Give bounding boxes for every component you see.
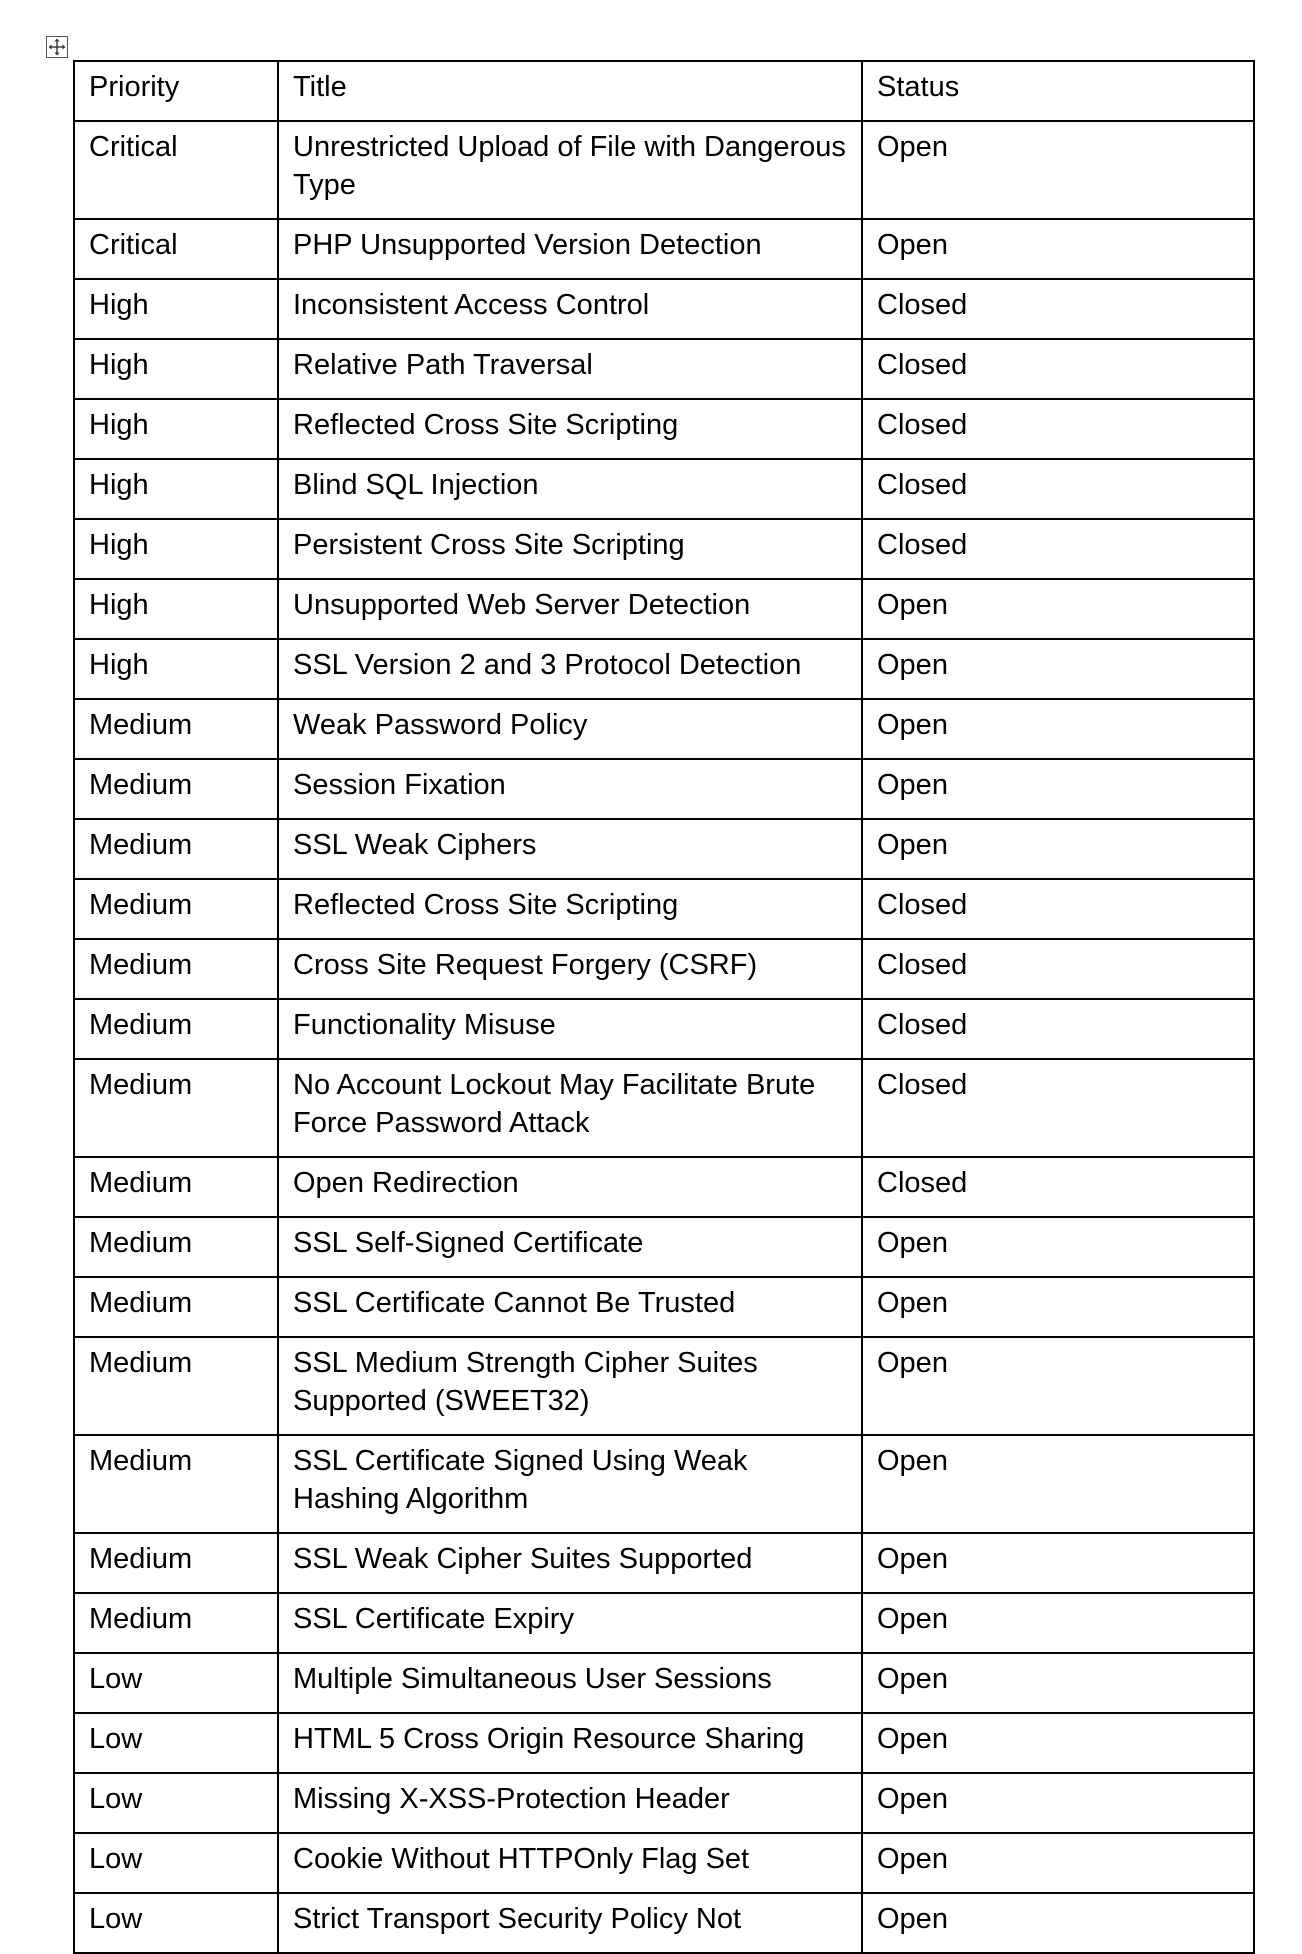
cell-title[interactable]: Relative Path Traversal	[278, 339, 862, 399]
table-row	[74, 579, 1254, 639]
cell-title[interactable]: SSL Weak Ciphers	[278, 819, 862, 879]
cell-status[interactable]: Open	[862, 1337, 1254, 1435]
cell-priority[interactable]: Medium	[74, 759, 278, 819]
table-row	[74, 1653, 1254, 1713]
cell-title[interactable]: Missing X-XSS-Protection Header	[278, 1773, 862, 1833]
cell-title[interactable]: SSL Certificate Cannot Be Trusted	[278, 1277, 862, 1337]
cell-priority[interactable]: High	[74, 399, 278, 459]
vulnerability-table	[73, 60, 1255, 1954]
table-row	[74, 1593, 1254, 1653]
table-row	[74, 999, 1254, 1059]
cell-title[interactable]: Reflected Cross Site Scripting	[278, 879, 862, 939]
cell-title[interactable]: Strict Transport Security Policy Not	[278, 1893, 862, 1953]
cell-status[interactable]: Open	[862, 639, 1254, 699]
cell-priority[interactable]: High	[74, 519, 278, 579]
cell-priority[interactable]: Medium	[74, 939, 278, 999]
table-row	[74, 1713, 1254, 1773]
cell-title[interactable]: Unsupported Web Server Detection	[278, 579, 862, 639]
vulnerability-table-container	[73, 60, 1253, 1954]
cell-priority[interactable]: Low	[74, 1893, 278, 1953]
cell-priority[interactable]: Low	[74, 1833, 278, 1893]
cell-status[interactable]: Closed	[862, 1157, 1254, 1217]
cell-priority[interactable]: High	[74, 639, 278, 699]
cell-priority[interactable]: Medium	[74, 1157, 278, 1217]
cell-title[interactable]: Open Redirection	[278, 1157, 862, 1217]
cell-status[interactable]: Closed	[862, 1059, 1254, 1157]
move-arrows-icon	[47, 37, 67, 57]
cell-priority[interactable]: Medium	[74, 1435, 278, 1533]
table-row	[74, 819, 1254, 879]
cell-title[interactable]: Cross Site Request Forgery (CSRF)	[278, 939, 862, 999]
cell-status[interactable]: Open	[862, 699, 1254, 759]
table-row	[74, 121, 1254, 219]
cell-priority[interactable]: Critical	[74, 121, 278, 219]
cell-status[interactable]: Closed	[862, 999, 1254, 1059]
cell-title[interactable]: Functionality Misuse	[278, 999, 862, 1059]
table-row	[74, 1773, 1254, 1833]
cell-priority[interactable]: Low	[74, 1653, 278, 1713]
cell-status[interactable]: Closed	[862, 519, 1254, 579]
cell-title[interactable]: No Account Lockout May Facilitate Brute Force Password Attack	[278, 1059, 862, 1157]
header-status[interactable]: Status	[862, 61, 1254, 121]
table-row	[74, 939, 1254, 999]
cell-status[interactable]: Open	[862, 1277, 1254, 1337]
cell-priority[interactable]: Medium	[74, 1593, 278, 1653]
cell-priority[interactable]: Low	[74, 1773, 278, 1833]
cell-title[interactable]: Unrestricted Upload of File with Dangerous Type	[278, 121, 862, 219]
cell-title[interactable]: Reflected Cross Site Scripting	[278, 399, 862, 459]
table-row	[74, 639, 1254, 699]
cell-title[interactable]: SSL Medium Strength Cipher Suites Supported (SWEET32)	[278, 1337, 862, 1435]
table-row	[74, 1337, 1254, 1435]
cell-status[interactable]: Closed	[862, 399, 1254, 459]
cell-priority[interactable]: Medium	[74, 879, 278, 939]
cell-status[interactable]: Open	[862, 1593, 1254, 1653]
cell-status[interactable]: Open	[862, 121, 1254, 219]
cell-priority[interactable]: High	[74, 579, 278, 639]
cell-title[interactable]: Persistent Cross Site Scripting	[278, 519, 862, 579]
cell-status[interactable]: Open	[862, 1435, 1254, 1533]
cell-status[interactable]: Open	[862, 1217, 1254, 1277]
table-row	[74, 699, 1254, 759]
cell-priority[interactable]: Medium	[74, 699, 278, 759]
cell-status[interactable]: Open	[862, 1773, 1254, 1833]
header-title[interactable]: Title	[278, 61, 862, 121]
table-row	[74, 399, 1254, 459]
table-move-handle-icon[interactable]	[46, 36, 68, 58]
cell-priority[interactable]: High	[74, 279, 278, 339]
cell-title[interactable]: Session Fixation	[278, 759, 862, 819]
table-row	[74, 519, 1254, 579]
cell-priority[interactable]: High	[74, 459, 278, 519]
cell-title[interactable]: PHP Unsupported Version Detection	[278, 219, 862, 279]
cell-title[interactable]: Inconsistent Access Control	[278, 279, 862, 339]
cell-status[interactable]: Open	[862, 1533, 1254, 1593]
cell-status[interactable]: Open	[862, 1833, 1254, 1893]
table-row	[74, 279, 1254, 339]
cell-priority[interactable]: Low	[74, 1713, 278, 1773]
cell-title[interactable]: Weak Password Policy	[278, 699, 862, 759]
cell-priority[interactable]: High	[74, 339, 278, 399]
table-row	[74, 219, 1254, 279]
table-row	[74, 879, 1254, 939]
table-row	[74, 759, 1254, 819]
cell-title[interactable]: Multiple Simultaneous User Sessions	[278, 1653, 862, 1713]
cell-title[interactable]: HTML 5 Cross Origin Resource Sharing	[278, 1713, 862, 1773]
table-row	[74, 459, 1254, 519]
header-priority[interactable]: Priority	[74, 61, 278, 121]
cell-priority[interactable]: Medium	[74, 1337, 278, 1435]
table-row	[74, 1893, 1254, 1953]
cell-status[interactable]: Open	[862, 819, 1254, 879]
cell-status[interactable]: Open	[862, 579, 1254, 639]
cell-priority[interactable]: Medium	[74, 1059, 278, 1157]
cell-status[interactable]: Open	[862, 1653, 1254, 1713]
cell-title[interactable]: SSL Self-Signed Certificate	[278, 1217, 862, 1277]
cell-priority[interactable]: Medium	[74, 1277, 278, 1337]
table-row	[74, 339, 1254, 399]
table-row	[74, 1217, 1254, 1277]
cell-priority[interactable]: Medium	[74, 1217, 278, 1277]
cell-status[interactable]: Closed	[862, 939, 1254, 999]
cell-title[interactable]: SSL Certificate Signed Using Weak Hashing Algorithm	[278, 1435, 862, 1533]
cell-priority[interactable]: Medium	[74, 1533, 278, 1593]
cell-status[interactable]: Closed	[862, 279, 1254, 339]
cell-status[interactable]: Open	[862, 1713, 1254, 1773]
table-header-row	[74, 61, 1254, 121]
cell-title[interactable]: Cookie Without HTTPOnly Flag Set	[278, 1833, 862, 1893]
table-row	[74, 1833, 1254, 1893]
cell-priority[interactable]: Critical	[74, 219, 278, 279]
table-row	[74, 1059, 1254, 1157]
cell-title[interactable]: SSL Certificate Expiry	[278, 1593, 862, 1653]
table-row	[74, 1533, 1254, 1593]
table-row	[74, 1157, 1254, 1217]
cell-title[interactable]: Blind SQL Injection	[278, 459, 862, 519]
cell-priority[interactable]: Medium	[74, 999, 278, 1059]
cell-title[interactable]: SSL Weak Cipher Suites Supported	[278, 1533, 862, 1593]
table-row	[74, 1277, 1254, 1337]
table-row	[74, 1435, 1254, 1533]
cell-status[interactable]: Open	[862, 759, 1254, 819]
cell-title[interactable]: SSL Version 2 and 3 Protocol Detection	[278, 639, 862, 699]
cell-status[interactable]: Open	[862, 219, 1254, 279]
cell-status[interactable]: Closed	[862, 339, 1254, 399]
cell-priority[interactable]: Medium	[74, 819, 278, 879]
cell-status[interactable]: Closed	[862, 879, 1254, 939]
cell-status[interactable]: Closed	[862, 459, 1254, 519]
cell-status[interactable]: Open	[862, 1893, 1254, 1953]
